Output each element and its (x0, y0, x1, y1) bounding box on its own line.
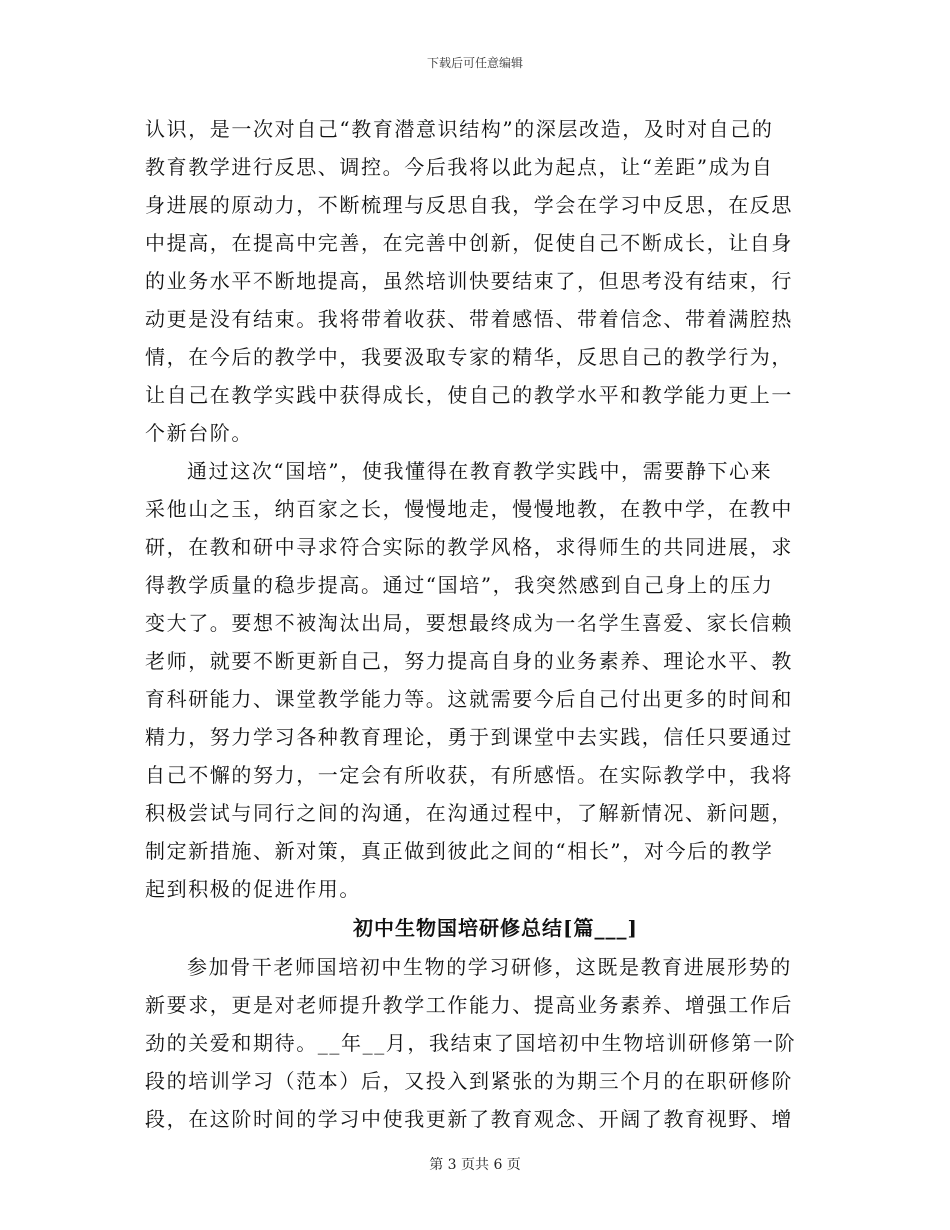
text-line: 教育教学进行反思、调控。今后我将以此为起点，让“差距”成为自 (145, 155, 774, 179)
text-line: 研，在教和研中寻求符合实际的教学风格，求得师生的共同进展，求 (145, 535, 793, 559)
text-line: 精力，努力学习各种教育理论，勇于到课堂中去实践，信任只要通过 (145, 725, 793, 749)
text-line: 新要求，更是对老师提升教学工作能力、提高业务素养、增强工作后 (145, 993, 793, 1017)
paragraph-2 (145, 452, 795, 908)
text-line: 认识，是一次对自己“教育潜意识结构”的深层改造，及时对自己的 (145, 117, 774, 141)
text-line: 个新台阶。 (145, 421, 253, 445)
text-line: 身进展的原动力，不断梳理与反思自我，学会在学习中反思，在反思 (145, 193, 793, 217)
text-line: 采他山之玉，纳百家之长，慢慢地走，慢慢地教，在教中学，在教中 (145, 497, 793, 521)
text-line: 老师，就要不断更新自己，努力提高自身的业务素养、理论水平、教 (145, 649, 793, 673)
text-line: 让自己在教学实践中获得成长，使自己的教学水平和教学能力更上一 (145, 383, 793, 407)
section-title: 初中生物国培研修总结[篇___] (353, 916, 638, 940)
paragraph-3 (145, 948, 795, 1138)
text-line: 自己不懈的努力，一定会有所收获，有所感悟。在实际教学中，我将 (145, 763, 793, 787)
text-line: 起到积极的促进作用。 (145, 877, 361, 901)
page-footer: 第 3 页共 6 页 (429, 1157, 521, 1173)
text-line: 段的培训学习（范本）后，又投入到紧张的为期三个月的在职研修阶 (145, 1069, 793, 1093)
text-line: 劲的关爱和期待。__年__月，我结束了国培初中生物培训研修第一阶 (145, 1031, 797, 1055)
paragraph-1 (145, 110, 795, 452)
text-line: 通过这次“国培”，使我懂得在教育教学实践中，需要静下心来 (187, 459, 773, 483)
text-line: 情，在今后的教学中，我要汲取专家的精华，反思自己的教学行为， (145, 345, 793, 369)
page-header: 下载后可任意编辑 (426, 56, 523, 70)
text-line: 动更是没有结束。我将带着收获、带着感悟、带着信念、带着满腔热 (145, 307, 793, 331)
text-line: 积极尝试与同行之间的沟通，在沟通过程中，了解新情况、新问题， (145, 801, 793, 825)
text-line: 的业务水平不断地提高，虽然培训快要结束了，但思考没有结束，行 (145, 269, 793, 293)
text-line: 育科研能力、课堂教学能力等。这就需要今后自己付出更多的时间和 (145, 687, 793, 711)
document-body (145, 110, 795, 1138)
text-line: 变大了。要想不被淘汰出局，要想最终成为一名学生喜爱、家长信赖 (145, 611, 793, 635)
text-line: 制定新措施、新对策，真正做到彼此之间的“相长”，对今后的教学 (145, 839, 774, 863)
text-line: 中提高，在提高中完善，在完善中创新，促使自己不断成长，让自身 (145, 231, 793, 255)
text-line: 参加骨干老师国培初中生物的学习研修，这既是教育进展形势的 (187, 955, 792, 979)
text-line: 得教学质量的稳步提高。通过“国培”，我突然感到自己身上的压力 (145, 573, 774, 597)
text-line: 段，在这阶时间的学习中使我更新了教育观念、开阔了教育视野、增 (145, 1107, 793, 1131)
